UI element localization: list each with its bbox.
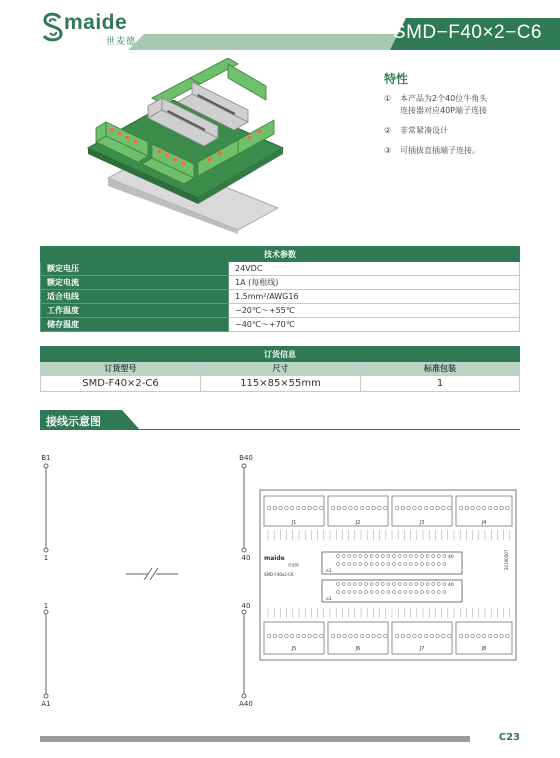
terminal-pin [331,634,335,638]
header-pin [348,555,351,558]
terminal-pin [430,634,434,638]
pcb-layout [260,490,516,660]
header-pin [359,591,362,594]
table-header-row [41,362,520,376]
terminal-pin [308,634,312,638]
header-pin [370,591,373,594]
terminal-pin [424,634,428,638]
header-pin [443,555,446,558]
terminal-pin [430,506,434,510]
header-pin-40: 40 [448,583,454,588]
terminal-pin [465,634,469,638]
header-pin [409,583,412,586]
order-model: SMD-F40×2-C6 [41,376,201,392]
header-pin [443,591,446,594]
feature-text: 本产品为2个40位牛角头 连接器对应40P端子连接 [400,94,488,115]
spec-value: 1.5mm²/AWG16 [229,290,520,304]
header-pin [404,583,407,586]
header-pin [387,583,390,586]
column-header: 尺寸 [201,362,361,376]
header-pin [393,555,396,558]
terminal-pin [296,634,300,638]
header-pin [415,591,418,594]
header-pin [415,583,418,586]
product-title: SMD−F40×2−C6 [392,22,542,43]
feature-text: 可插拔直插端子连接。 [400,146,480,155]
header-pin [353,555,356,558]
terminal-pin [401,634,405,638]
terminal-pin [360,506,364,510]
header-pin [398,591,401,594]
header-pin [421,583,424,586]
feature-text: 非常紧凑设计 [400,126,448,135]
header-pin [437,555,440,558]
left-bottom-label: A1 [41,700,51,708]
header-pin [443,563,446,566]
terminal-pin [337,506,341,510]
terminal-pin [267,506,271,510]
header-pin [359,563,362,566]
left-top-num: 1 [43,554,49,562]
terminal-pin [506,506,510,510]
header-pin [342,555,345,558]
header-pin [437,583,440,586]
spec-key: 额定电流 [41,276,229,290]
spec-key: 工作温度 [41,304,229,318]
terminal-pin [290,634,294,638]
header-pin [370,555,373,558]
block-label: J2 [355,520,361,526]
terminal-pin [383,634,387,638]
terminal-pin [413,634,417,638]
header-pin [376,555,379,558]
terminal-pin [424,506,428,510]
terminal-pin [290,506,294,510]
spec-key: 储存温度 [41,318,229,332]
left-bottom-num: 1 [43,602,49,610]
header-pin [415,555,418,558]
header-pin [443,583,446,586]
header-pin [426,583,429,586]
terminal-pin [354,506,358,510]
header-pin [398,555,401,558]
spec-table [40,246,520,332]
terminal-pin [285,634,289,638]
terminal-pin [285,506,289,510]
terminal-pin [447,506,451,510]
feature-item [384,93,544,117]
right-bottom-num: 40 [241,602,251,610]
header-pin [421,555,424,558]
header-pin [404,591,407,594]
spec-table-header: 技术参数 [41,247,520,262]
block-label: J1 [291,520,297,526]
header-pin [404,563,407,566]
terminal-pin [488,634,492,638]
header-pin [365,583,368,586]
terminal-pin [319,506,323,510]
table-row [41,290,520,304]
column-header: 订货型号 [41,362,201,376]
terminal-pin [436,506,440,510]
page-number: C23 [498,732,520,743]
wiring-diagram [36,450,526,720]
header-pin [359,555,362,558]
header-pin [365,563,368,566]
wiring-section-label [40,410,140,430]
features-title: 特性 [384,72,409,86]
table-row [41,276,520,290]
header-pin [393,591,396,594]
feature-number: ② [384,126,392,135]
terminal-pin [279,506,283,510]
terminal-pin [378,506,382,510]
terminal-pin [482,634,486,638]
title-band [128,18,560,50]
terminal-pin [383,506,387,510]
footer-bar [40,736,470,742]
spec-value: −20℃～+55℃ [229,304,520,318]
header-pin [437,563,440,566]
terminal-pin [302,634,306,638]
terminal-pin [459,634,463,638]
wiring-title: 接线示意图 [46,415,101,428]
ordering-table [40,346,520,392]
header-pin [342,583,345,586]
terminal-pin [477,506,481,510]
terminal-pin [418,506,422,510]
terminal-pin [308,506,312,510]
header-pin-a1: a1 [326,569,332,574]
header-pin [348,583,351,586]
feature-item [384,145,544,157]
right-top-num: 40 [241,554,251,562]
header-pin [353,591,356,594]
terminal-pin [366,634,370,638]
page-header [0,0,560,50]
terminal-pin [349,506,353,510]
section-rule [40,429,520,430]
block-label: J5 [291,646,297,652]
header-pin [393,583,396,586]
ordering-table-header: 订货信息 [41,347,520,362]
header-pin [370,563,373,566]
terminal-pin [477,634,481,638]
block-label: J6 [355,646,361,652]
header-pin [337,555,340,558]
header-pin [348,563,351,566]
order-pack: 1 [361,376,520,392]
terminal-pin [314,506,318,510]
terminal-pin [488,506,492,510]
terminal-pin [401,506,405,510]
board-date: 20190507 [504,549,509,570]
board-brand-sub: 世麦德 [288,563,299,567]
header-pin [415,563,418,566]
terminal-pin [343,506,347,510]
header-pin [348,591,351,594]
header-pin [398,583,401,586]
header-pin [370,583,373,586]
header-pin [432,583,435,586]
header-pin [426,591,429,594]
table-row [41,262,520,276]
header-pin [337,591,340,594]
header-pin [381,583,384,586]
header-pin [421,591,424,594]
terminal-pin [319,634,323,638]
terminal-pin [366,506,370,510]
header-pin [432,563,435,566]
spec-value: 1A (每根线) [229,276,520,290]
terminal-pin [506,634,510,638]
header-pin [437,591,440,594]
terminal-pin [395,634,399,638]
header-pin [337,583,340,586]
header-pin [353,563,356,566]
feature-item [384,125,544,137]
block-label: J8 [481,646,487,652]
header-pin [398,563,401,566]
table-row [41,304,520,318]
header-pin [426,563,429,566]
terminal-pin [442,506,446,510]
terminal-pin [471,506,475,510]
header-pin [376,583,379,586]
block-label: J3 [419,520,425,526]
header-pin [365,555,368,558]
terminal-pin [494,506,498,510]
terminal-pin [482,506,486,510]
header-pin [353,583,356,586]
header-pin [421,563,424,566]
terminal-pin [273,506,277,510]
terminal-pin [349,634,353,638]
column-header: 标准包装 [361,362,520,376]
spec-value: 24VDC [229,262,520,276]
terminal-pin [372,506,376,510]
header-pin [387,563,390,566]
terminal-pin [407,634,411,638]
right-top-label: B40 [239,454,253,462]
brand-name: maide [64,11,128,34]
header-pin [409,555,412,558]
terminal-pin [302,506,306,510]
brand-logo-icon [40,12,66,42]
header-pin [381,555,384,558]
board-brand: maide [264,555,285,562]
board-model: SMD-F40x2-C6 [264,572,294,577]
spec-value: −40℃～+70℃ [229,318,520,332]
header-pin [409,591,412,594]
header-pin [404,555,407,558]
terminal-pin [407,506,411,510]
header-pin [365,591,368,594]
header-pin [387,591,390,594]
header-pin [381,591,384,594]
terminal-pin [413,506,417,510]
terminal-pin [459,506,463,510]
block-label: J7 [419,646,425,652]
header-pin [409,563,412,566]
header-pin [376,591,379,594]
terminal-pin [343,634,347,638]
terminal-pin [500,506,504,510]
terminal-pin [494,634,498,638]
terminal-pin [296,506,300,510]
table-row [41,376,520,392]
header-pin [376,563,379,566]
terminal-pin [354,634,358,638]
terminal-pin [279,634,283,638]
spec-key: 额定电压 [41,262,229,276]
header-pin [342,563,345,566]
header-pin [359,583,362,586]
header-pin [426,555,429,558]
header-pin [432,555,435,558]
terminal-pin [447,634,451,638]
spec-key: 适合电线 [41,290,229,304]
terminal-pin [360,634,364,638]
right-bottom-label: A40 [239,700,253,708]
header-pin [342,591,345,594]
brand-sub: 世麦德 [106,37,137,47]
left-top-label: B1 [41,454,51,462]
terminal-pin [372,634,376,638]
header-pin-40: 40 [448,555,454,560]
header-pin [381,563,384,566]
block-label: J4 [481,520,487,526]
feature-number: ③ [384,146,392,155]
terminal-pin [418,634,422,638]
table-row [41,318,520,332]
header-pin [387,555,390,558]
terminal-pin [442,634,446,638]
terminal-pin [378,634,382,638]
terminal-pin [471,634,475,638]
terminal-pin [331,506,335,510]
terminal-pin [436,634,440,638]
terminal-pin [465,506,469,510]
terminal-pin [273,634,277,638]
terminal-pin [267,634,271,638]
page-footer [40,732,520,744]
terminal-pin [500,634,504,638]
feature-number: ① [384,94,392,103]
terminal-pin [337,634,341,638]
terminal-pin [314,634,318,638]
header-pin [393,563,396,566]
order-size: 115×85×55mm [201,376,361,392]
product-photo [78,58,298,234]
terminal-pin [395,506,399,510]
header-pin-a1: a1 [326,597,332,602]
header-pin [432,591,435,594]
features-panel [384,70,544,165]
header-pin [337,563,340,566]
